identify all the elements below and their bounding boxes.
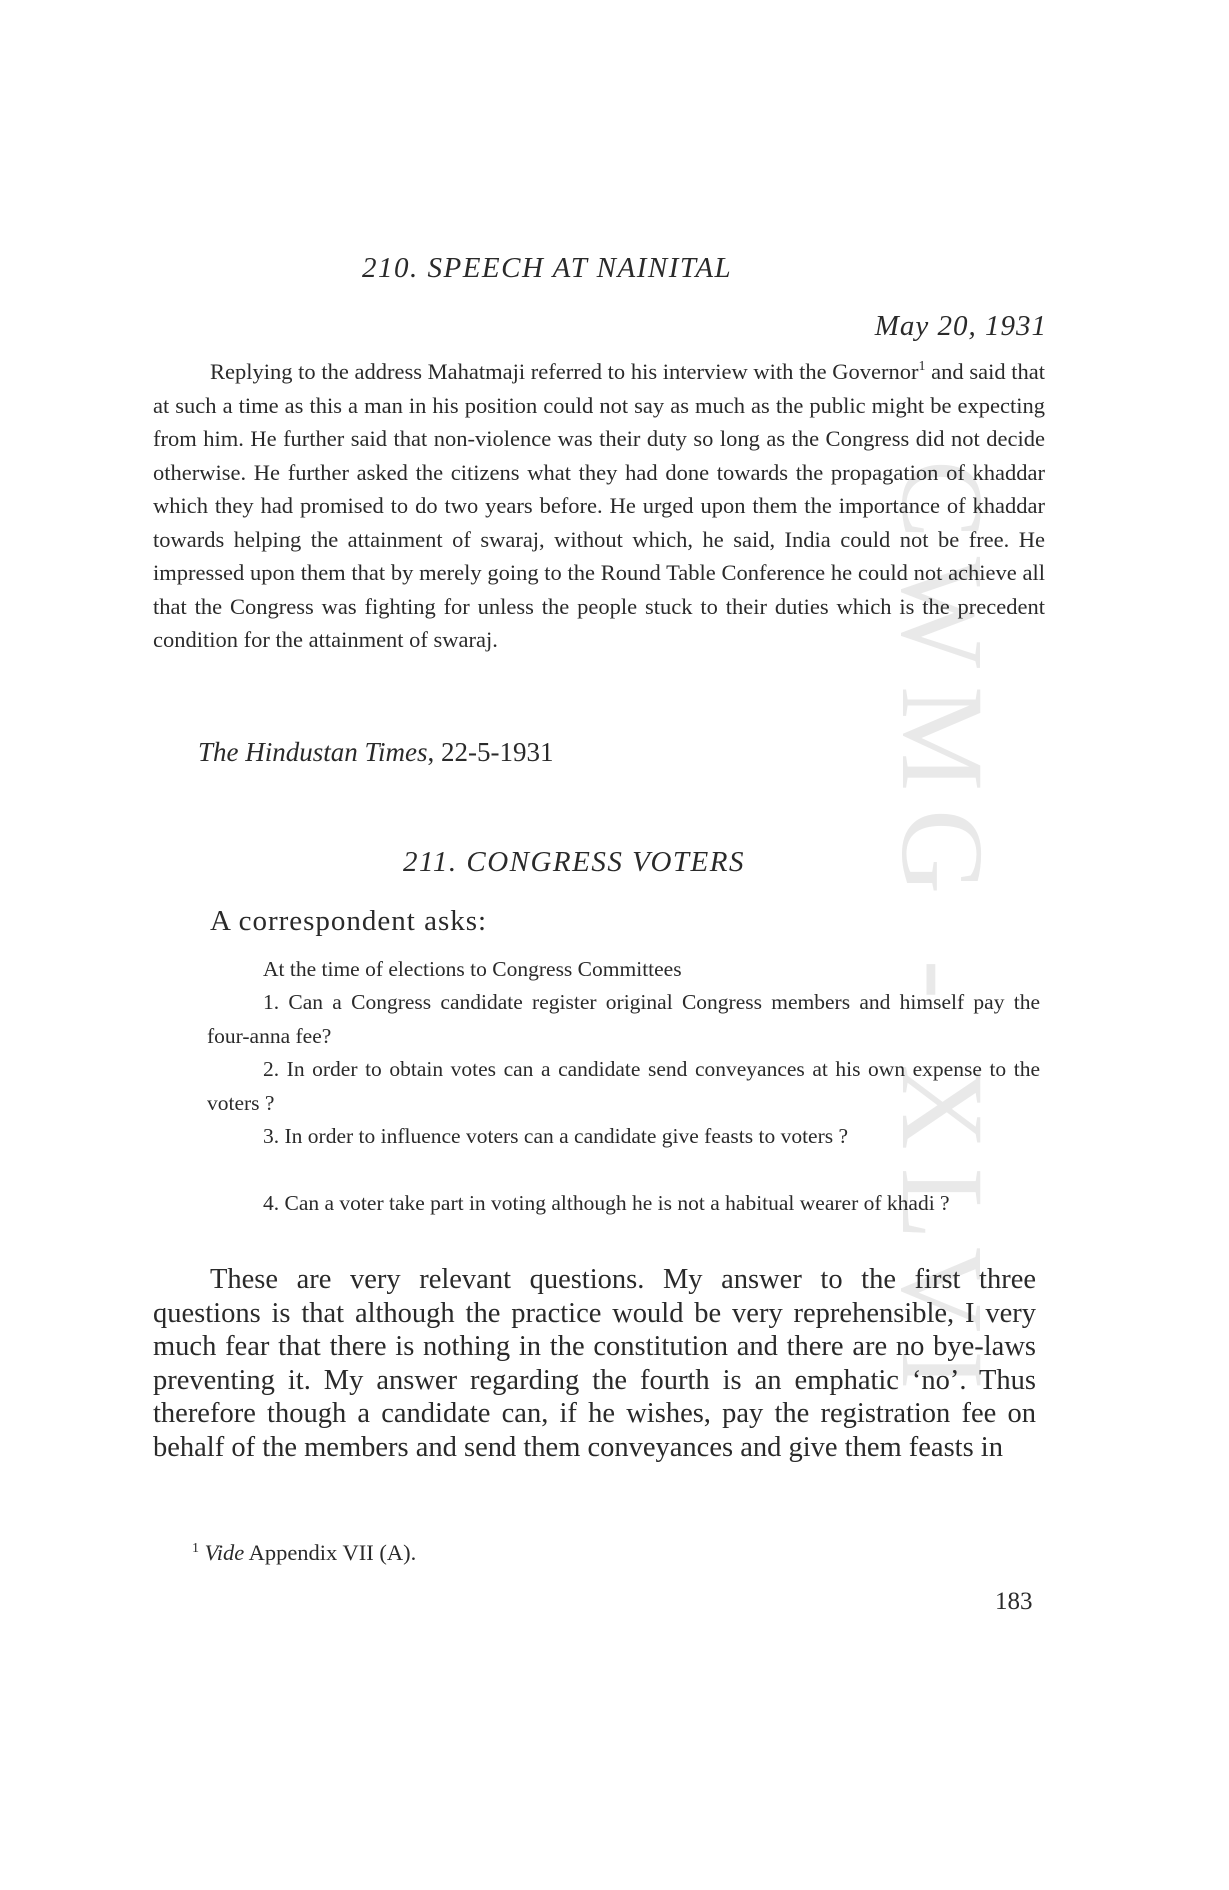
footnote-text: Appendix VII (A). bbox=[244, 1540, 417, 1565]
question-item-1: 1. Can a Congress candidate register original Congress members and himself pay the four-anna fee? bbox=[207, 990, 1040, 1048]
answer-paragraph: These are very relevant questions. My answer to the first three questions is that although the practice would be very reprehensible, I very much fear that there is nothing in the constitution and there are no bye-laws preventing it. My answer regarding the fourth is an emphatic ‘no’. Thus therefore though a candidate can, if he wishes, pay the registration fee on behalf of the members and send them conveyances and give them feasts in bbox=[153, 1264, 1036, 1463]
footnote bbox=[192, 1540, 416, 1566]
section-title-210: 210. SPEECH AT NAINITAL bbox=[362, 252, 733, 284]
footnote-mark: 1 bbox=[192, 1541, 199, 1556]
question-item-3: 3. In order to influence voters can a candidate give feasts to voters ? bbox=[263, 1124, 849, 1148]
page-number: 183 bbox=[995, 1588, 1033, 1615]
question-item-2: 2. In order to obtain votes can a candidate send conveyances at his own expense to the voters ? bbox=[207, 1057, 1040, 1115]
source-date: , 22-5-1931 bbox=[427, 737, 554, 767]
footnote-vide: Vide bbox=[204, 1540, 245, 1565]
question-item-4: 4. Can a voter take part in voting although he is not a habitual wearer of khadi ? bbox=[263, 1191, 950, 1215]
section-title-211: 211. CONGRESS VOTERS bbox=[403, 846, 745, 878]
speech-paragraph bbox=[153, 355, 1045, 657]
quote-heading: At the time of elections to Congress Committees bbox=[263, 957, 682, 981]
paragraph-text-start: Replying to the address Mahatmaji referred to his interview with the Governor bbox=[210, 359, 919, 384]
speech-date: May 20, 1931 bbox=[874, 310, 1047, 342]
source-publication: The Hindustan Times bbox=[198, 737, 428, 767]
footnote-reference[interactable]: 1 bbox=[918, 359, 926, 374]
correspondent-intro: A correspondent asks: bbox=[210, 905, 488, 937]
watermark: CWMG - XLVI bbox=[877, 460, 1008, 1408]
source-citation bbox=[198, 737, 554, 768]
paragraph-text-end: and said that at such a time as this a man in his position could not say as much as the public might be expecting from him. He further said that non-violence was their duty so long as the Congress did not decide otherwise. He further asked the citizens what they had done towards the propagation of khaddar which they had promised to do two years before. He urged upon them the importance of khaddar towards helping the attainment of swaraj, without which, he said, India could not be free. He impressed upon them that by merely going to the Round Table Conference he could not achieve all that the Congress was fighting for unless the people stuck to their duties which is the precedent condition for the attainment of swaraj. bbox=[153, 359, 1045, 652]
